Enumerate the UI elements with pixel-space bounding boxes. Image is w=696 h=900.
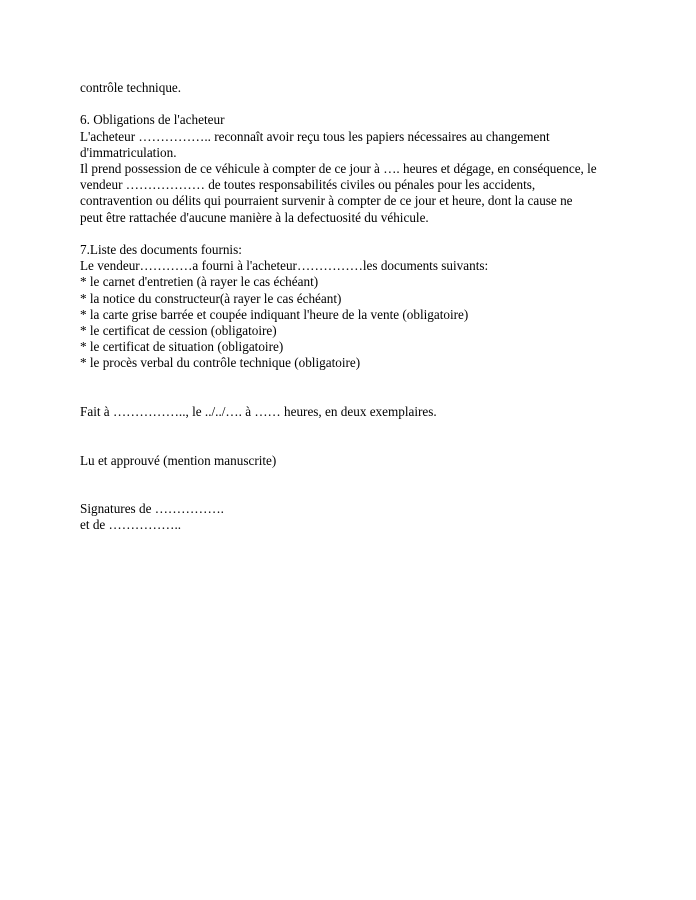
approval-line: Lu et approuvé (mention manuscrite) bbox=[80, 452, 277, 468]
section-documents-list bbox=[80, 242, 620, 372]
paragraph-line: L'acheteur …………….. reconnaît avoir reçu tous les papiers nécessaires au changement bbox=[80, 128, 550, 144]
place-date-line: Fait à …………….., le ../../…. à …… heures, en deux exemplaires. bbox=[80, 404, 437, 420]
section-buyer-obligations bbox=[80, 112, 620, 225]
lead-text: contrôle technique. bbox=[80, 80, 182, 95]
paragraph-line: contravention ou délits qui pourraient survenir à compter de ce jour et heure, dont la cause ne bbox=[80, 193, 573, 209]
spacer bbox=[80, 420, 620, 452]
list-item: * la notice du constructeur(à rayer le cas échéant) bbox=[80, 290, 342, 306]
spacer bbox=[80, 96, 620, 112]
paragraph-line: vendeur ……………… de toutes responsabilités civiles ou pénales pour les accidents, bbox=[80, 177, 536, 193]
list-item: * le certificat de cession (obligatoire) bbox=[80, 323, 277, 339]
section-heading: 6. Obligations de l'acheteur bbox=[80, 112, 225, 128]
list-item: * le certificat de situation (obligatoire) bbox=[80, 339, 284, 355]
list-item: * la carte grise barrée et coupée indiquant l'heure de la vente (obligatoire) bbox=[80, 306, 469, 322]
section-intro: Le vendeur…………a fourni à l'acheteur……………les documents suivants: bbox=[80, 258, 489, 274]
list-item: * le carnet d'entretien (à rayer le cas échéant) bbox=[80, 274, 319, 290]
paragraph-line: peut être rattachée d'aucune manière à la defectuosité du véhicule. bbox=[80, 209, 429, 225]
document-body bbox=[80, 80, 620, 534]
spacer bbox=[80, 372, 620, 404]
spacer bbox=[80, 469, 620, 501]
paragraph-line: d'immatriculation. bbox=[80, 144, 177, 160]
signatures-block bbox=[80, 501, 620, 533]
list-item: * le procès verbal du contrôle technique (obligatoire) bbox=[80, 355, 361, 371]
paragraph-line: Il prend possession de ce véhicule à compter de ce jour à …. heures et dégage, en conséquence, le bbox=[80, 161, 597, 176]
signature-line: Signatures de ……………. bbox=[80, 501, 224, 517]
spacer bbox=[80, 226, 620, 242]
signature-line: et de …………….. bbox=[80, 517, 182, 533]
section-heading: 7.Liste des documents fournis: bbox=[80, 242, 242, 257]
